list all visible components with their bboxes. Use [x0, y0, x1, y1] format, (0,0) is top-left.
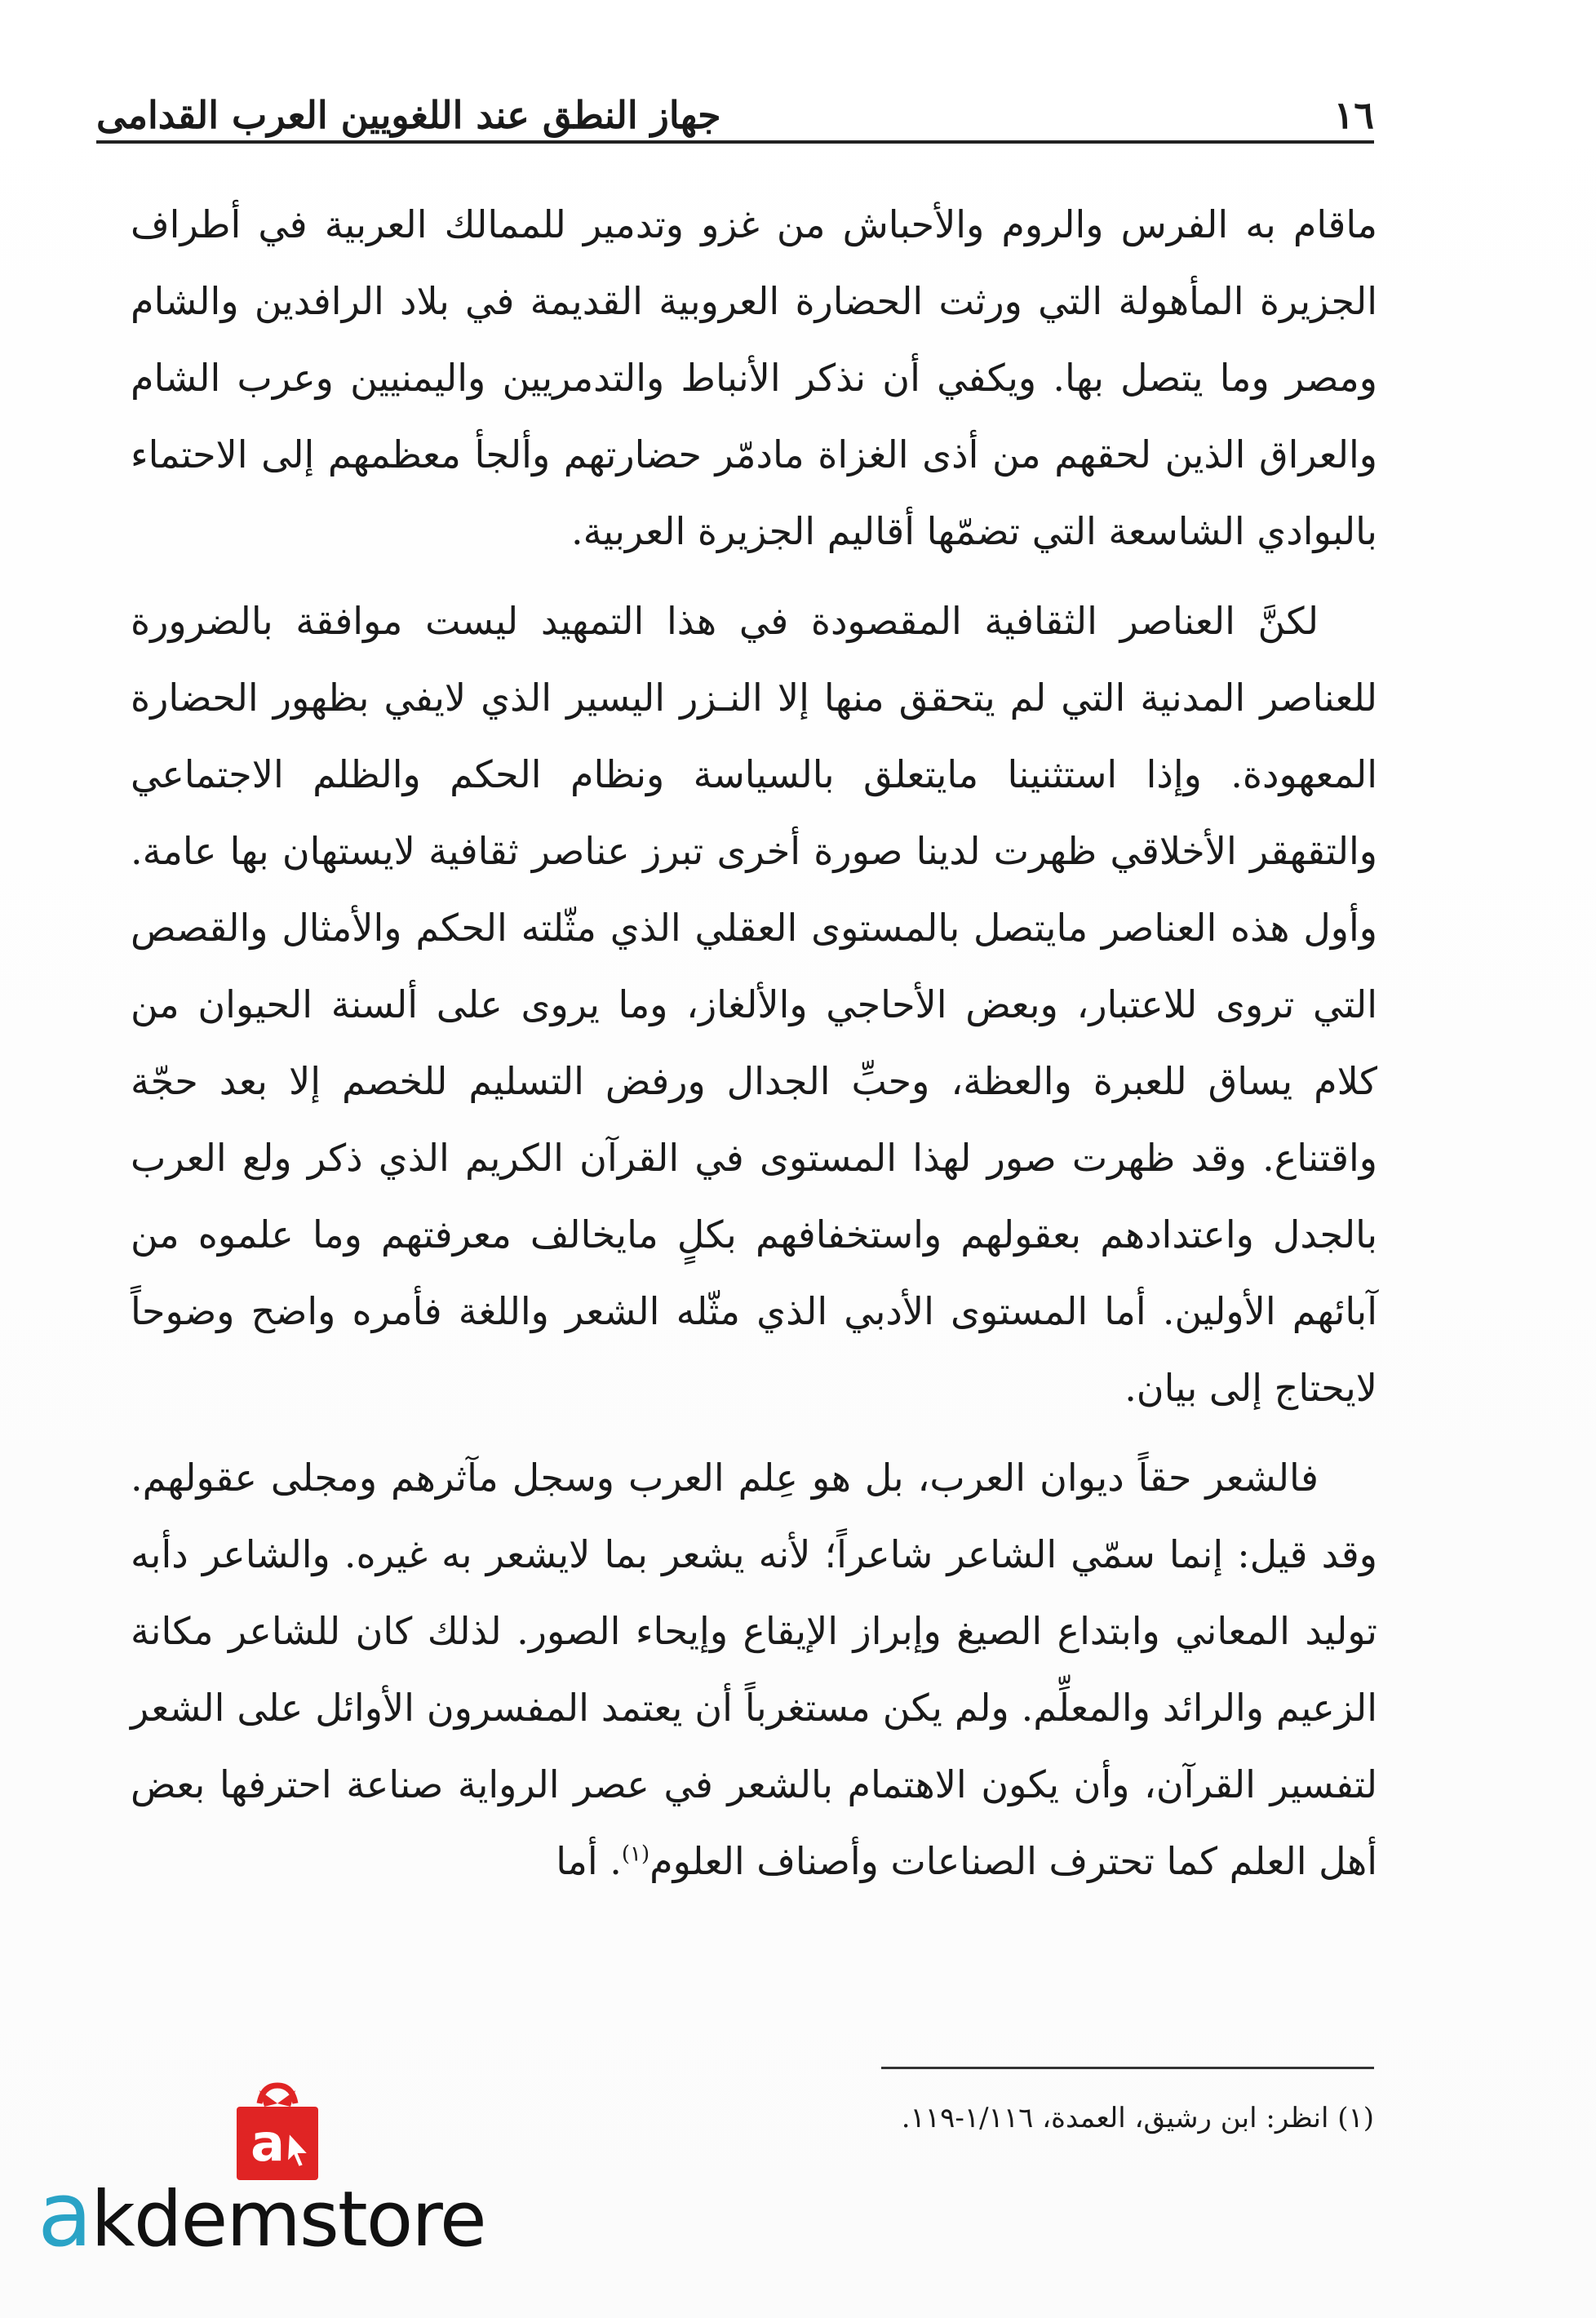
running-head	[96, 72, 1374, 137]
footnote-rule	[881, 2067, 1374, 2069]
page-number: ١٦	[1333, 93, 1374, 137]
paragraph-3-tail: . أما	[556, 1839, 622, 1883]
brand-wordmark-rest: kdemstore	[91, 2175, 485, 2264]
svg-text:a: a	[250, 2113, 285, 2173]
brand-wordmark-accent: a	[38, 2162, 91, 2267]
paragraph-3	[131, 1439, 1377, 1899]
paragraph-2: لكنَّ العناصر الثقافية المقصودة في هذا التمهيد ليست موافقة بالضرورة للعناصر المدنية التي لم يتحقق منها إلا النـزر اليسير الذي لايفي بظهور الحضارة المعهودة. وإذا استثنينا مايتعلق بالسياسة ونظام الحكم والظلم الاجتماعي والتقهقر الأخلاقي ظهرت لدينا صورة أخرى تبرز عناصر ثقافية لايستهان بها عامة. وأول هذه العناصر مايتصل بالمستوى العقلي الذي مثّلته الحكم والأمثال والقصص التي تروى للاعتبار، وبعض الأحاجي والألغاز، وما يروى على ألسنة الحيوان من كلام يساق للعبرة والعظة، وحبِّ الجدال ورفض التسليم للخصم إلا بعد حجّة واقتناع. وقد ظهرت صور لهذا المستوى في القرآن الكريم الذي ذكر ولع العرب بالجدل واعتدادهم بعقولهم واستخفافهم بكلٍ مايخالف معرفتهم وما علموه من آبائهم الأولين. أما المستوى الأدبي الذي مثّله الشعر واللغة فأمره واضح وضوحاً لايحتاج إلى بيان.	[131, 599, 1377, 1410]
body-text	[131, 186, 1377, 1912]
paragraph-1: ماقام به الفرس والروم والأحباش من غزو وتدمير للممالك العربية في أطراف الجزيرة المأهولة التي ورثت الحضارة العروبية القديمة في بلاد الرافدين والشام ومصر وما يتصل بها. ويكفي أن نذكر الأنباط والتدمريين واليمنيين وعرب الشام والعراق الذين لحقهم من أذى الغزاة مادمّر حضارتهم وألجأ معظمهم إلى الاحتماء بالبوادي الشاسعة التي تضمّها أقاليم الجزيرة العربية.	[131, 202, 1377, 553]
store-watermark	[33, 2072, 485, 2285]
footnote: (١) انظر: ابن رشيق، العمدة، ١/١١٦-١١٩.	[901, 2102, 1374, 2134]
brand-wordmark	[38, 2162, 485, 2267]
header-rule	[96, 140, 1374, 144]
running-title: جهاز النطق عند اللغويين العرب القدامى	[96, 93, 721, 137]
footnote-reference[interactable]: (١)	[621, 1842, 650, 1867]
paragraph-3-text: فالشعر حقاً ديوان العرب، بل هو عِلم العرب وسجل مآثرهم ومجلى عقولهم. وقد قيل: إنما سمّي الشاعر شاعراً؛ لأنه يشعر بما لايشعر به غيره. والشاعر دأبه توليد المعاني وابتداع الصيغ وإبراز الإيقاع وإيحاء الصور. لذلك كان للشاعر مكانة الزعيم والرائد والمعلِّم. ولم يكن مستغرباً أن يعتمد المفسرون الأوائل على الشعر لتفسير القرآن، وأن يكون الاهتمام بالشعر في عصر الرواية صناعة احترفها بعض أهل العلم كما تحترف الصناعات وأصناف العلوم	[131, 1456, 1377, 1883]
